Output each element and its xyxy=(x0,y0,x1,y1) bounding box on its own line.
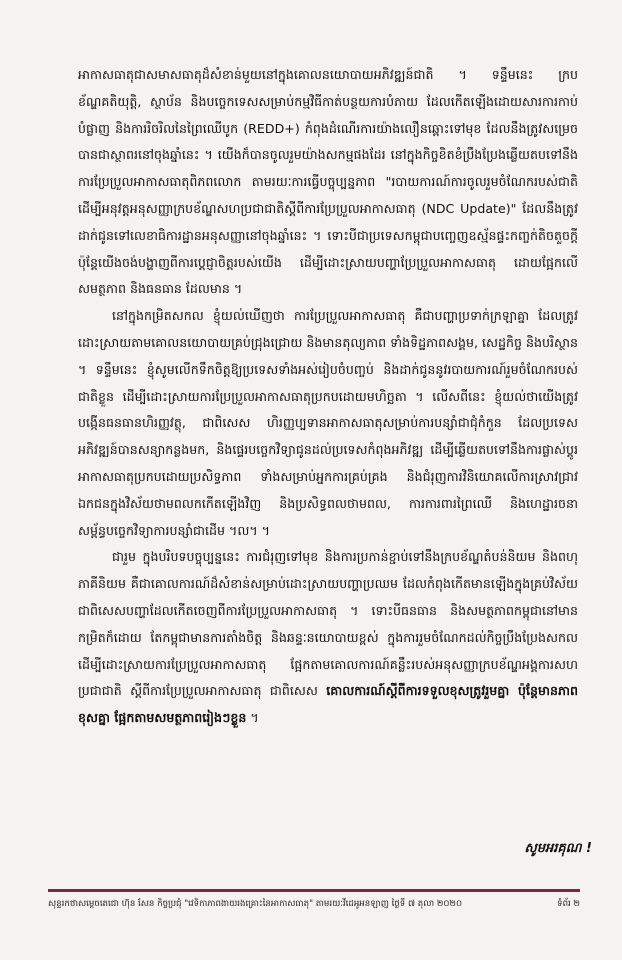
paragraph-3-text: ជារួម ក្នុងបរិបទបច្ចុប្បន្ននេះ ការជំរុញទៅមុខ និងការប្រកាន់ខ្ជាប់ទៅនឹងក្របខ័ណ្ឌតំបន់និយម និងពហុភាគីនិយម គឺជាគោលការណ៍ដ៏សំខាន់សម្រាប់ដោះស្រាយបញ្ហាប្រឈម ដែលកំពុងកើតមានឡើងក្នុងគ្រប់វិស័យ ជាពិសេសបញ្ហាដែលកើតចេញពីការប្រែប្រួលអាកាសធាតុ ។ ទោះបីធនធាន និងសមត្ថភាពកម្ពុជានៅមានកម្រិតក៏ដោយ តែកម្ពុជាមានការតាំងចិត្ត និងឆន្ទៈនយោបាយខ្ពស់ ក្នុងការរួមចំណែកដល់កិច្ចប្រឹងប្រែងសកល ដើម្បីដោះស្រាយការប្រែប្រួលអាកាសធាតុ ផ្អែកតាមគោលការណ៍គន្លឹះរបស់អនុសញ្ញាក្របខ័ណ្ឌអង្គការសហប្រជាជាតិ ស្តីពីការប្រែប្រួលអាកាសធាតុ ជាពិសេស xyxy=(78,549,578,699)
footer-divider xyxy=(48,889,580,892)
page-body xyxy=(78,62,578,862)
closing-thanks: សូមអរគុណ ! xyxy=(524,841,592,856)
page-footer xyxy=(48,899,580,911)
paragraph-3 xyxy=(78,544,578,732)
paragraph-2-text: នៅក្នុងកម្រិតសកល ខ្ញុំយល់ឃើញថា ការប្រែប្រួលអាកាសធាតុ គឺជាបញ្ហាប្រទាក់ក្រឡាគ្នា ដែលត្រូវដោះស្រាយតាមគោលនយោបាយគ្រប់ជ្រុងជ្រោយ និងមានតុល្យភាព ទាំងទិដ្ឋភាពសង្គម, សេដ្ឋកិច្ច និងបរិស្ថាន ។ ទន្ទឹមនេះ ខ្ញុំសូមលើកទឹកចិត្តឱ្យប្រទេសទាំងអស់រៀបចំបញ្ចប់ និងដាក់ជូននូវរបាយការណ៍រួមចំណែករបស់ជាតិខ្លួន ដើម្បីដោះស្រាយការប្រែប្រួលអាកាសធាតុប្រកបដោយមហិច្ឆតា ។ លើសពីនេះ ខ្ញុំយល់ថាយើងត្រូវបង្កើនធនធានហិរញ្ញវត្ថុ, ជាពិសេស ហិរញ្ញប្បទានអាកាសធាតុសម្រាប់ការបន្សាំជាជុំកំកួន ដែលប្រទេសអភិវឌ្ឍន៍បានសន្យាកន្លងមក, និងផ្ទេរបច្ចេកវិទ្យាជូនដល់ប្រទេសកំពុងអភិវឌ្ឍ ដើម្បីឆ្លើយតបទៅនឹងការផ្លាស់ប្តូរអាកាសធាតុប្រកបដោយប្រសិទ្ធភាព ទាំងសម្រាប់អ្នកការគ្រប់គ្រង និងជំរុញការវិនិយោគលើការស្រាវជ្រាវ ឯកជនក្នុងវិស័យថាមពលកកើតឡើងវិញ និងប្រសិទ្ធពលថាមពល, ការការពារព្រៃឈើ និងហេដ្ឋារចនាសម្ព័ន្ធបច្ចេកវិទ្យាការបន្សាំជាដើម ។ល។ ។ xyxy=(78,308,578,538)
paragraph-2 xyxy=(78,303,578,544)
footer-speech-title: សុន្ទរកថាសម្តេចតេជោ ហ៊ុន សែន កិច្ចប្រជុំ "វេទិកាភាពងាយរងគ្រោះនៃអាកាសធាតុ" តាមរយៈវីដេអូអនឡាញ ថ្ងៃទី ៧ តុលា ២០២០ xyxy=(48,899,463,909)
paragraph-3-end: ។ xyxy=(246,710,259,726)
page-number: ទំព័រ ២ xyxy=(557,899,580,909)
paragraph-1 xyxy=(78,62,578,303)
paragraph-1-text: អាកាសធាតុជាសមាសធាតុដ៏សំខាន់មួយនៅក្នុងគោលនយោបាយអភិវឌ្ឍន៍ជាតិ ។ ទន្ទឹមនេះ ក្របខ័ណ្ឌគតិយុត្តិ, ស្ថាប័ន និងបច្ចេកទេសសម្រាប់កម្មវិធីកាត់បន្ថយការបំភាយ ដែលកើតឡើងដោយសារការកាប់បំផ្លាញ និងការរិចរិលនៃព្រៃឈើបូក (REDD+) កំពុងដំណើរការយ៉ាងលឿនឆ្ពោះទៅមុខ ដែលនឹងត្រូវសម្រេចបានជាស្ថាពរនៅចុងឆ្នាំនេះ ។ យើងក៏បានចូលរួមយ៉ាងសកម្មផងដែរ នៅក្នុងកិច្ចខិតខំប្រឹងប្រែងឆ្លើយតបទៅនឹងការប្រែប្រួលអាកាសធាតុពិភពលោក តាមរយៈការធ្វើបច្ចុប្បន្នភាព "របាយការណ៍ការចូលរួមចំណែករបស់ជាតិ ដើម្បីអនុវត្តអនុសញ្ញាក្របខ័ណ្ឌសហប្រជាជាតិស្តីពីការប្រែប្រួលអាកាសធាតុ (NDC Update)" ដែលនឹងត្រូវដាក់ជូនទៅលេខាធិការដ្ឋានអនុសញ្ញានៅចុងឆ្នាំនេះ ។ ទោះបីជាប្រទេសកម្ពុជាបញ្ចេញឧស្ម័នផ្ទះកញ្ចក់តិចតួចក្តី ប៉ុន្តែយើងចង់បង្ហាញពីការប្តេជ្ញាចិត្តរបស់យើង ដើម្បីដោះស្រាយបញ្ហាប្រែប្រួលអាកាសធាតុ ដោយផ្អែកលើសមត្ថភាព និងធនធាន ដែលមាន ។ xyxy=(78,67,578,297)
paragraph-3-bold-principle: គោលការណ៍ស្តីពីការទទួលខុសត្រូវរួមគ្នា ប៉ុន្តែមានភាពខុសគ្នា ផ្អែកតាមសមត្ថភាពរៀងៗខ្លួន xyxy=(78,683,578,726)
